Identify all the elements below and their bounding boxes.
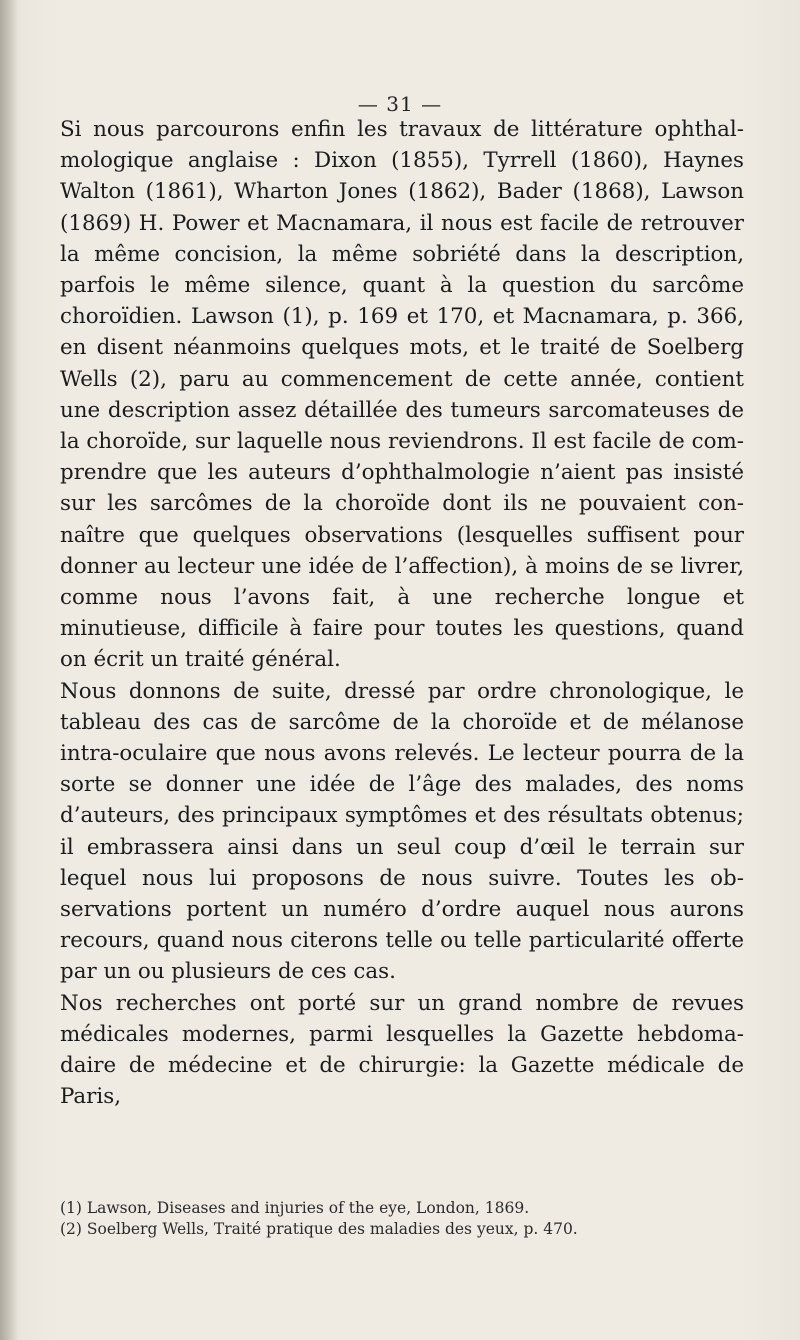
footnote-2: (2) Soelberg Wells, Traité pratique des maladies des yeux, p. 470. bbox=[60, 1220, 578, 1238]
paragraph-1: Si nous parcourons enfin les travaux de littérature ophthalmologique anglaise : Dixon (1855), Tyrrell (1860), Haynes Walton (1861), Wharton Jones (1862), Bader (1868), Lawson (1869) H. Power et Macnamara, il nous est facile de retrouver la même concision, la même sobriété dans la description, parfois le même silence, quant à la question du sarcôme choroïdien. Lawson (1), p. 169 et 170, et Macnamara, p. 366, en disent néanmoins quelques mots, et le traité de Soelberg Wells (2), paru au commencement de cette année, contient une description assez détaillée des tumeurs sarcomateuses de la choroïde, sur laquelle nous reviendrons. Il est facile de comprendre que les auteurs d’ophthalmologie n’aient pas insisté sur les sarcômes de la choroïde dont ils ne pouvaient connaître que quelques observations (lesquelles suffisent pour donner au lecteur une idée de l’affection), à moins de se livrer, comme nous l’avons fait, à une recherche longue et minutieuse, difficile à faire pour toutes les questions, quand on écrit un traité général. bbox=[60, 117, 744, 673]
paragraph-3: Nos recherches ont porté sur un grand nombre de revues médicales modernes, parmi lesquelles la Gazette hebdomadaire de médecine et de chirurgie: la Gazette médicale de Paris, bbox=[60, 990, 744, 1110]
binding-shadow bbox=[0, 0, 18, 1340]
footnote-1: (1) Lawson, Diseases and injuries of the eye, London, 1869. bbox=[60, 1199, 530, 1217]
paragraph-2: Nous donnons de suite, dressé par ordre chronologique, le tableau des cas de sarcôme de la choroïde et de mélanose intra-oculaire que nous avons relevés. Le lecteur pourra de la sorte se donner une idée de l’âge des malades, des noms d’auteurs, des principaux symptômes et des résultats obtenus; il embrassera ainsi dans un seul coup d’œil le terrain sur lequel nous lui proposons de nous suivre. Toutes les observations portent un numéro d’ordre auquel nous aurons recours, quand nous citerons telle ou telle particularité offerte par un ou plusieurs de ces cas. bbox=[60, 678, 744, 985]
footnotes bbox=[60, 1198, 744, 1240]
page-number: — 31 — bbox=[357, 92, 443, 116]
main-text bbox=[60, 114, 744, 1113]
